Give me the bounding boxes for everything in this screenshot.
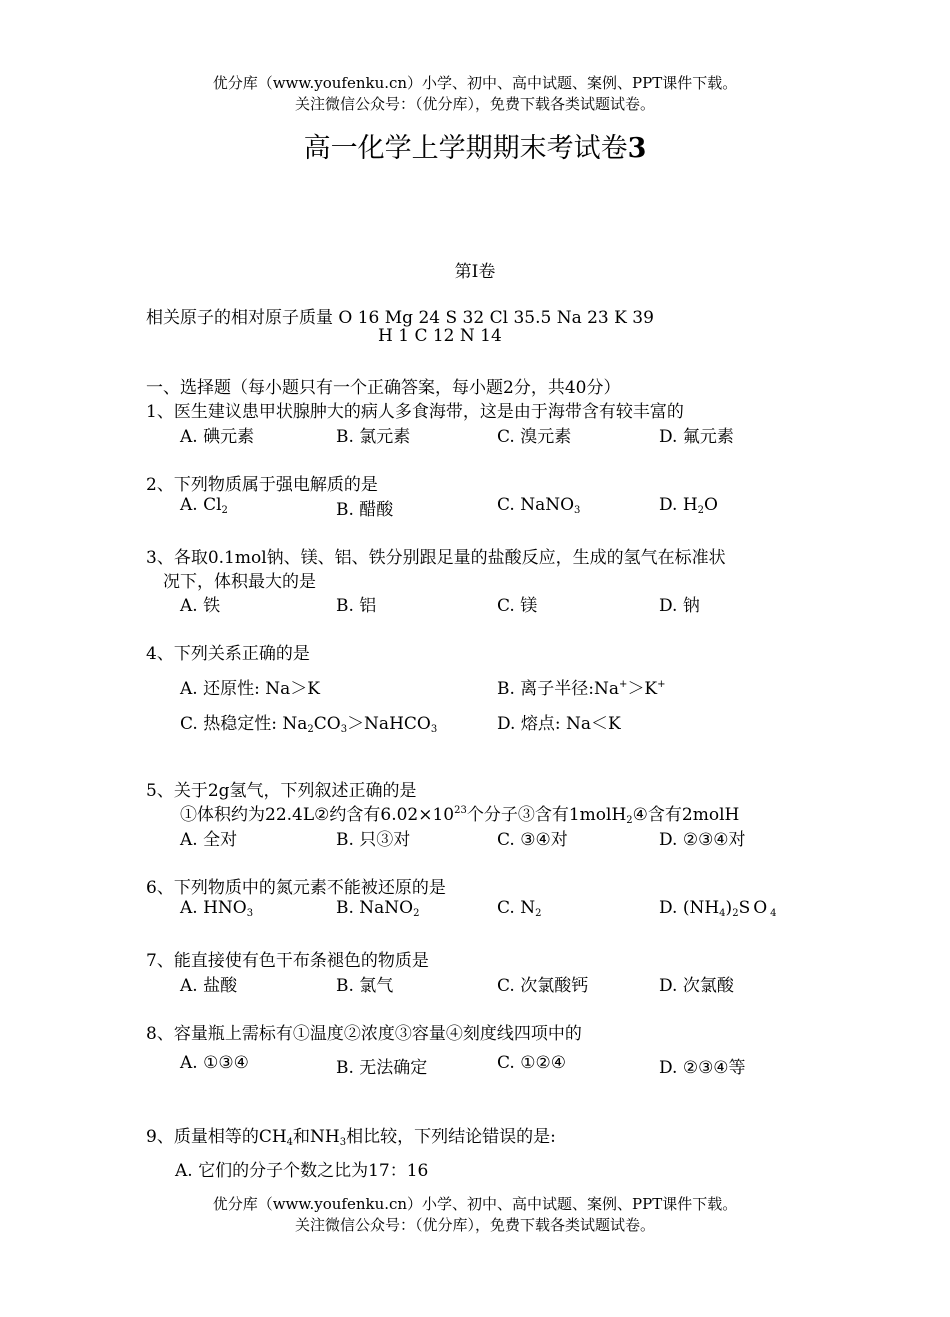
- q5-items: ①体积约为22.4L②约含有$6.02\times 10^{23}$个分子③含有1molH$_2$④含有2molH: [180, 805, 740, 826]
- q8-option-a: A. ①③④: [180, 1053, 249, 1073]
- q3-stem-line-2: 况下，体积最大的是: [163, 572, 316, 592]
- q4-option-a: A. 还原性: Na＞K: [180, 679, 320, 699]
- q1-option-c: C. 溴元素: [497, 427, 572, 447]
- q7-option-b: B. 氯气: [336, 976, 394, 996]
- q2-option-c: C. NaNO$_3$: [497, 495, 581, 516]
- q4-option-d: D. 熔点: Na＜K: [497, 714, 621, 734]
- q6-option-c: C. $N_2$: [497, 898, 542, 919]
- q3-stem-line-1: 3、各取0.1mol钠、镁、铝、铁分别跟足量的盐酸反应，生成的氢气在标准状: [146, 548, 726, 568]
- q7-stem: 7、能直接使有色干布条褪色的物质是: [146, 951, 429, 971]
- q1-option-d: D. 氟元素: [659, 427, 734, 447]
- q6-stem: 6、下列物质中的氮元素不能被还原的是: [146, 878, 446, 898]
- page-title: [0, 126, 950, 165]
- q2-option-a: A. $Cl_2$: [180, 495, 228, 516]
- q8-option-d: D. ②③④等: [659, 1058, 746, 1078]
- q6-option-b: B. NaNO$_2$: [336, 898, 420, 919]
- q5-option-a: A. 全对: [180, 830, 238, 850]
- header-line-2: 关注微信公众号：（优分库），免费下载各类试题试卷。: [294, 95, 655, 113]
- q5-stem: 5、关于2g氢气，下列叙述正确的是: [146, 781, 417, 801]
- q7-option-d: D. 次氯酸: [659, 976, 734, 996]
- q3-option-c: C. 镁: [497, 596, 538, 616]
- title-number: 3: [627, 133, 647, 164]
- q1-stem: 1、医生建议患甲状腺肿大的病人多食海带，这是由于海带含有较丰富的: [146, 402, 684, 422]
- q8-stem: 8、容量瓶上需标有①温度②浓度③容量④刻度线四项中的: [146, 1024, 582, 1044]
- q9-stem: 9、质量相等的$CH_4$和$NH_3$相比较，下列结论错误的是:: [146, 1127, 556, 1148]
- q8-option-c: C. ①②④: [497, 1053, 566, 1073]
- footer-line-2: 关注微信公众号：（优分库），免费下载各类试题试卷。: [294, 1216, 655, 1234]
- q3-option-d: D. 钠: [659, 596, 700, 616]
- q3-option-a: A. 铁: [180, 596, 221, 616]
- q3-option-b: B. 铝: [336, 596, 377, 616]
- q1-option-a: A. 碘元素: [180, 427, 255, 447]
- part1-heading: 一、选择题（每小题只有一个正确答案，每小题2分，共40分）: [146, 378, 621, 398]
- q4-option-c: C. 热稳定性: $Na_2CO_3>NaHCO_3$: [180, 714, 438, 735]
- q1-option-b: B. 氯元素: [336, 427, 411, 447]
- q6-option-d: D. $(NH_4)_2SO_4$: [659, 898, 777, 919]
- q4-option-b: B. 离子半径:Na+＞K+: [497, 679, 666, 699]
- q2-option-d: D. $H_2O$: [659, 495, 718, 516]
- q4-stem: 4、下列关系正确的是: [146, 644, 310, 664]
- q5-option-d: D. ②③④对: [659, 830, 746, 850]
- q8-option-b: B. 无法确定: [336, 1058, 428, 1078]
- q7-option-a: A. 盐酸: [180, 976, 238, 996]
- atomic-mass-line-2: H 1 C 12 N 14: [378, 326, 502, 346]
- title-text: 高一化学上学期期末考试卷: [303, 133, 628, 164]
- q5-option-b: B. 只③对: [336, 830, 411, 850]
- q2-stem: 2、下列物质属于强电解质的是: [146, 475, 378, 495]
- section-label: 第Ⅰ卷: [454, 262, 496, 282]
- footer-line-1: 优分库（www.youfenku.cn）小学、初中、高中试题、案例、PPT课件下载。: [212, 1195, 738, 1213]
- q6-option-a: A. $HNO_3$: [180, 898, 254, 919]
- q7-option-c: C. 次氯酸钙: [497, 976, 589, 996]
- q9-option-a: A. 它们的分子个数之比为17：16: [175, 1161, 429, 1181]
- atomic-mass-line-1: 相关原子的相对原子质量 O 16 Mg 24 S 32 Cl 35.5 Na 23 K 39: [146, 308, 654, 328]
- header-line-1: 优分库（www.youfenku.cn）小学、初中、高中试题、案例、PPT课件下载。: [212, 74, 738, 92]
- q5-option-c: C. ③④对: [497, 830, 568, 850]
- q2-option-b: B. 醋酸: [336, 500, 394, 520]
